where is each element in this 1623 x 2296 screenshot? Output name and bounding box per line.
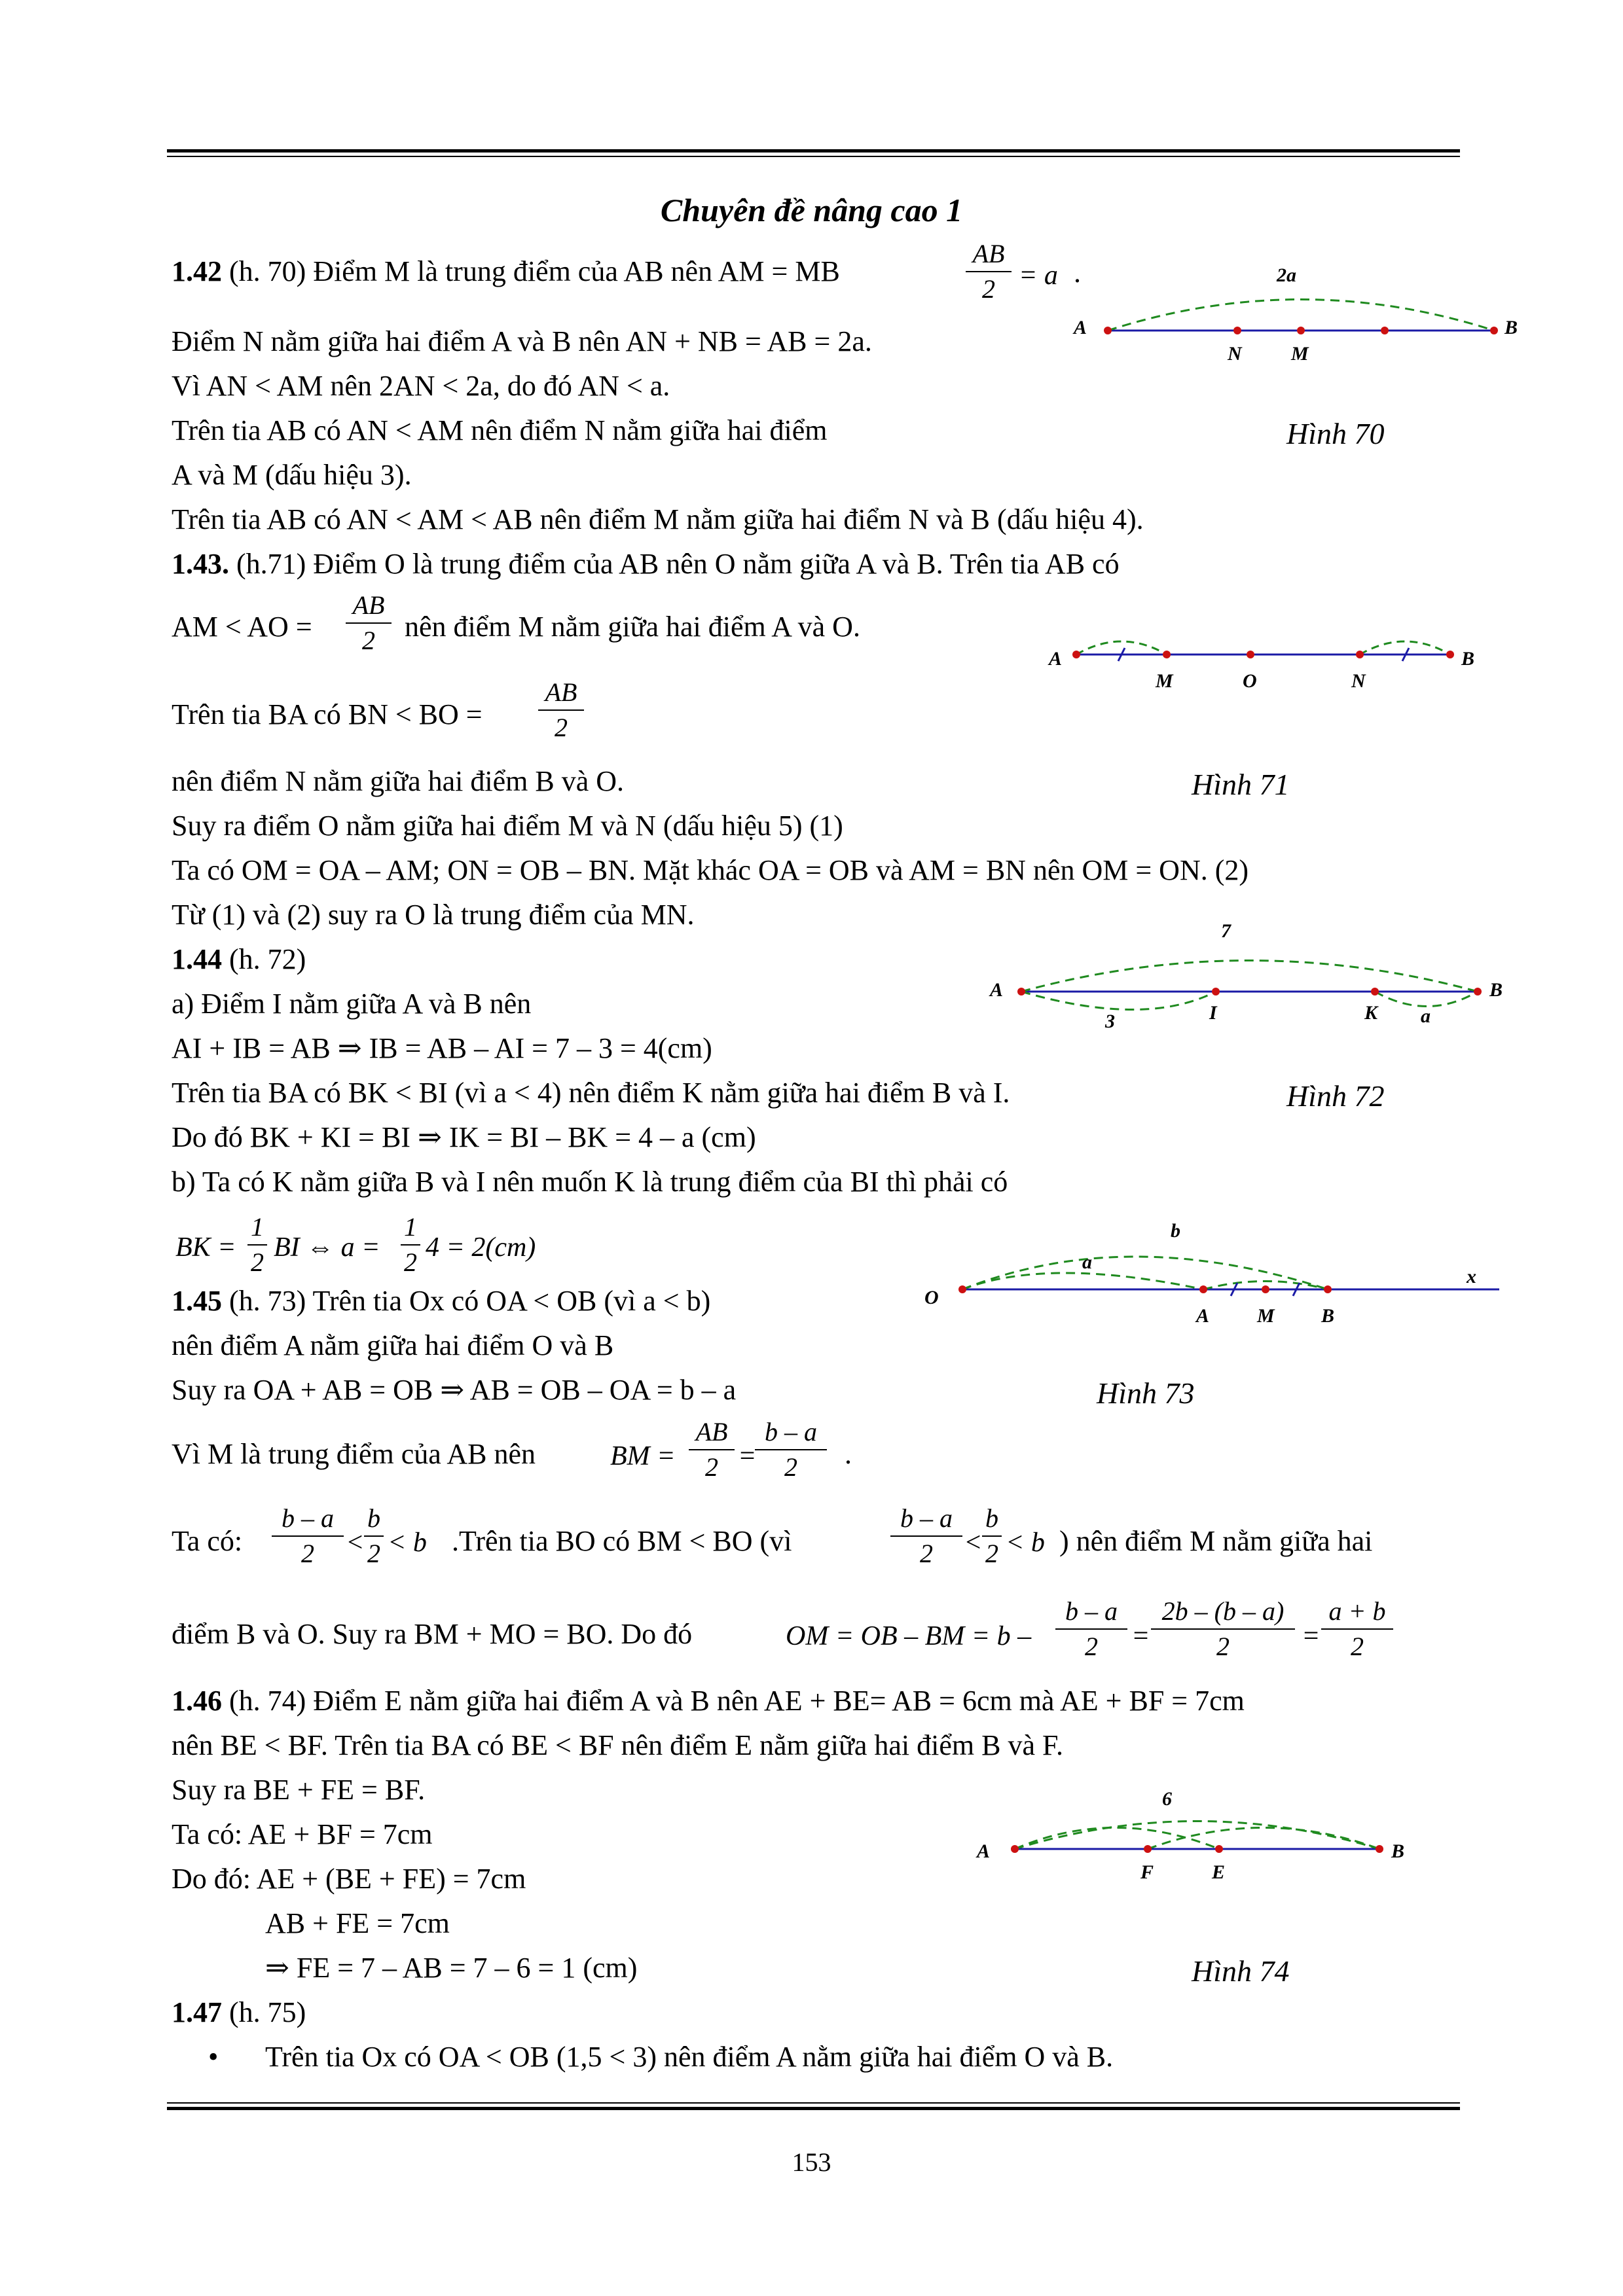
figure-caption: Hình 71 [1192,768,1290,801]
label-6: 6 [1162,1788,1172,1810]
arc-7 [1021,961,1478,992]
point-e [1215,1845,1223,1853]
point-b [1490,327,1498,334]
line-text: .Trên tia BO có BM < BO (vì [452,1525,792,1557]
denominator: 2 [301,1539,314,1568]
math-bm: BM = [610,1441,676,1471]
label-n: N [1228,343,1242,365]
math-eq-a: = a [1019,260,1058,291]
label-n: N [1351,670,1366,692]
exercise-number: 1.44 [172,943,222,975]
fraction-b-minus-a-over-2 [272,1505,344,1567]
point-n [1356,651,1364,658]
label-a-length: a [1421,1005,1431,1027]
fraction-b-minus-a-over-2 [1055,1598,1127,1660]
footer-rule-thin [167,2102,1460,2104]
fraction-b-minus-a-over-2 [755,1419,827,1480]
math-eq: = [1302,1621,1321,1651]
fraction-ab-over-2 [966,241,1012,302]
bullet: • [208,2041,219,2073]
line-text: Ta có: AE + BF = 7cm [172,1818,433,1850]
denominator: 2 [367,1539,380,1568]
denominator: 2 [705,1452,718,1482]
label-b: B [1461,648,1475,670]
numerator: AB [352,590,385,620]
line-text: Trên tia AB có AN < AM nên điểm N nằm giữa hai điểm [172,414,828,446]
header-rule-thick [167,149,1460,152]
fraction-1-over-2 [401,1214,420,1276]
arc-nb [1360,641,1450,655]
line-text: Trên tia BA có BK < BI (vì a < 4) nên điểm K nằm giữa hai điểm B và I. [172,1077,1010,1109]
denominator: 2 [404,1247,417,1277]
line-text: (h. 70) Điểm M là trung điểm của AB nên AM = MB [229,255,840,287]
label-e: E [1212,1861,1226,1883]
label-f: F [1140,1861,1154,1883]
arc-3 [1021,992,1216,1010]
footer-rule-thick [167,2107,1460,2110]
line-text: nên điểm A nằm giữa hai điểm O và B [172,1329,614,1361]
figure-73 [910,1211,1519,1329]
label-a: A [1049,648,1063,670]
denominator: 2 [251,1247,264,1277]
label-m: M [1257,1305,1275,1327]
line-text: nên điểm N nằm giữa hai điểm B và O. [172,765,625,797]
numerator: 1 [251,1212,264,1242]
line-text: ⇒ FE = 7 – AB = 7 – 6 = 1 (cm) [265,1952,638,1984]
math-lt: < [964,1528,983,1558]
arc-a [1375,992,1478,1007]
exercise-number: 1.43. [172,548,229,580]
line-text: Ta có: [172,1525,243,1557]
point-o [1247,651,1254,658]
math-result: 4 = 2(cm) [426,1232,536,1263]
label-a: A [1074,317,1087,338]
fraction-b-over-2 [364,1505,384,1567]
math-eq: = [1131,1621,1150,1651]
line-text: Trên tia BA có BN < BO = [172,698,483,730]
header-rule-thin [167,156,1460,157]
point-a [1199,1285,1207,1293]
figure-72 [969,916,1525,1041]
period: . [845,1438,852,1470]
numerator: b [985,1503,998,1533]
line-text: Trên tia Ox có OA < OB (1,5 < 3) nên điểm A nằm giữa hai điểm O và B. [265,2041,1114,2073]
label-a-length: a [1082,1251,1092,1273]
line-1-42 [172,257,840,286]
fraction-b-over-2 [982,1505,1002,1567]
label-i: I [1209,1002,1217,1024]
line-text: (h. 73) Trên tia Ox có OA < OB (vì a < b) [229,1285,711,1317]
figure-71 [1034,622,1493,700]
numerator: AB [695,1417,728,1446]
line-text: ) nên điểm M nằm giữa hai [1059,1525,1373,1557]
denominator: 2 [1085,1632,1098,1661]
figure-caption: Hình 74 [1192,1954,1290,1988]
math-lt-b: < b [1006,1528,1045,1558]
numerator: b – a [765,1417,817,1446]
math-lt-b: < b [388,1528,427,1558]
line-text: A và M (dấu hiệu 3). [172,459,412,491]
label-a: A [1196,1305,1210,1327]
page-number: 153 [792,2147,831,2177]
figure-70 [1061,262,1519,367]
page-title: Chuyên đề nâng cao 1 [660,192,963,228]
denominator: 2 [920,1539,933,1568]
line-text: nên điểm M nằm giữa hai điểm A và O. [405,611,860,643]
point-b [1474,988,1482,996]
line-1-47 [172,1998,306,2027]
denominator: 2 [985,1539,998,1568]
line-text: Từ (1) và (2) suy ra O là trung điểm của MN. [172,899,695,931]
point-a [1017,988,1025,996]
label-o: O [924,1287,939,1308]
label-7: 7 [1221,920,1231,942]
fraction-ab-over-2 [538,679,584,741]
label-b: B [1489,979,1503,1001]
numerator: b – a [282,1503,334,1533]
line-text: b) Ta có K nằm giữa B và I nên muốn K là trung điểm của BI thì phải có [172,1166,1008,1198]
figure-caption: Hình 73 [1097,1376,1195,1410]
period: . [1074,257,1081,289]
arc-b [962,1257,1328,1289]
math-lt: < [346,1528,365,1558]
math-eq: = [738,1441,757,1471]
line-text: nên BE < BF. Trên tia BA có BE < BF nên điểm E nằm giữa hai điểm B và F. [172,1729,1063,1761]
label-3: 3 [1105,1011,1115,1032]
point-a [1072,651,1080,658]
numerator: AB [972,239,1005,268]
arc-2a [1108,300,1494,331]
label-b: B [1391,1840,1405,1862]
label-o: O [1243,670,1257,692]
point-i [1212,988,1220,996]
point-a [1104,327,1112,334]
point-o [958,1285,966,1293]
line-1-44 [172,945,306,974]
denominator: 2 [1216,1632,1230,1661]
label-b: B [1321,1305,1335,1327]
line-text: Vì M là trung điểm của AB nên [172,1438,536,1470]
denominator: 2 [784,1452,797,1482]
fraction-1-over-2 [247,1214,267,1276]
fraction-ab-over-2 [689,1419,735,1480]
exercise-number: 1.45 [172,1285,222,1317]
math-bk: BK = [175,1232,236,1263]
math-om: OM = OB – BM = b – [786,1621,1032,1651]
numerator: 2b – (b – a) [1161,1596,1285,1626]
line-1-45 [172,1287,710,1316]
point-m [1262,1285,1269,1293]
point-n [1233,327,1241,334]
numerator: a + b [1328,1596,1386,1626]
figure-caption: Hình 70 [1286,417,1385,450]
point-m [1163,651,1171,658]
label-a: A [977,1840,991,1862]
label-a: A [990,979,1004,1001]
point-b [1376,1845,1383,1853]
numerator: 1 [404,1212,417,1242]
line-text: Suy ra OA + AB = OB ⇒ AB = OB – OA = b – a [172,1374,737,1406]
math-bi: BI ⇔ a = [274,1232,380,1263]
line-text: a) Điểm I nằm giữa A và B nên [172,988,532,1020]
point-b [1446,651,1454,658]
label-b-length: b [1171,1220,1180,1242]
line-text: AI + IB = AB ⇒ IB = AB – AI = 7 – 3 = 4(cm) [172,1032,712,1064]
label-m: M [1291,343,1309,365]
numerator: b [367,1503,380,1533]
denominator: 2 [1351,1632,1364,1661]
line-text: Suy ra điểm O nằm giữa hai điểm M và N (dấu hiệu 5) (1) [172,810,843,842]
fraction-a-plus-b-over-2 [1321,1598,1393,1660]
line-text: Do đó: AE + (BE + FE) = 7cm [172,1863,526,1895]
point-f [1144,1845,1152,1853]
denominator: 2 [555,713,568,742]
line-text: (h.71) Điểm O là trung điểm của AB nên O nằm giữa A và B. Trên tia AB có [236,548,1120,580]
denominator: 2 [982,274,995,304]
line-text: (h. 74) Điểm E nằm giữa hai điểm A và B nên AE + BE= AB = 6cm mà AE + BF = 7cm [229,1685,1245,1717]
label-k: K [1364,1002,1378,1024]
line-1-43 [172,550,1120,579]
line-text: Do đó BK + KI = BI ⇒ IK = BI – BK = 4 – a (cm) [172,1121,756,1153]
fraction-b-minus-a-over-2 [890,1505,962,1567]
exercise-number: 1.46 [172,1685,222,1717]
numerator: AB [545,677,577,707]
line-text: Suy ra BE + FE = BF. [172,1774,426,1806]
label-b: B [1504,317,1518,338]
line-text: Trên tia AB có AN < AM < AB nên điểm M nằm giữa hai điểm N và B (dấu hiệu 4). [172,503,1144,535]
fraction-ab-over-2 [346,592,392,654]
line-1-46 [172,1687,1245,1715]
denominator: 2 [362,626,375,655]
exercise-number: 1.47 [172,1996,222,2028]
point-k [1371,988,1379,996]
point-m [1297,327,1305,334]
line-text: AB + FE = 7cm [265,1907,450,1939]
point-a [1011,1845,1019,1853]
fraction-2b-minus-b-minus-a-over-2 [1151,1598,1295,1660]
exercise-number: 1.42 [172,255,222,287]
line-text: (h. 75) [229,1996,306,2028]
figure-74 [962,1787,1434,1898]
point-b [1324,1285,1332,1293]
point-mid [1381,327,1389,334]
line-text: (h. 72) [229,943,306,975]
arc-fb [1148,1828,1379,1850]
line-text: Điểm N nằm giữa hai điểm A và B nên AN + NB = AB = 2a. [172,325,872,357]
line-text: điểm B và O. Suy ra BM + MO = BO. Do đó [172,1618,693,1650]
line-text: Ta có OM = OA – AM; ON = OB – BN. Mặt khác OA = OB và AM = BN nên OM = ON. (2) [172,854,1249,886]
label-x: x [1467,1266,1476,1287]
label-2a: 2a [1277,264,1296,286]
line-text: AM < AO = [172,611,312,643]
line-text: Vì AN < AM nên 2AN < 2a, do đó AN < a. [172,370,670,402]
arc-a [962,1273,1203,1289]
figure-caption: Hình 72 [1286,1079,1385,1113]
arc-ae [1015,1828,1219,1850]
numerator: b – a [900,1503,953,1533]
label-m: M [1156,670,1173,692]
numerator: b – a [1065,1596,1118,1626]
